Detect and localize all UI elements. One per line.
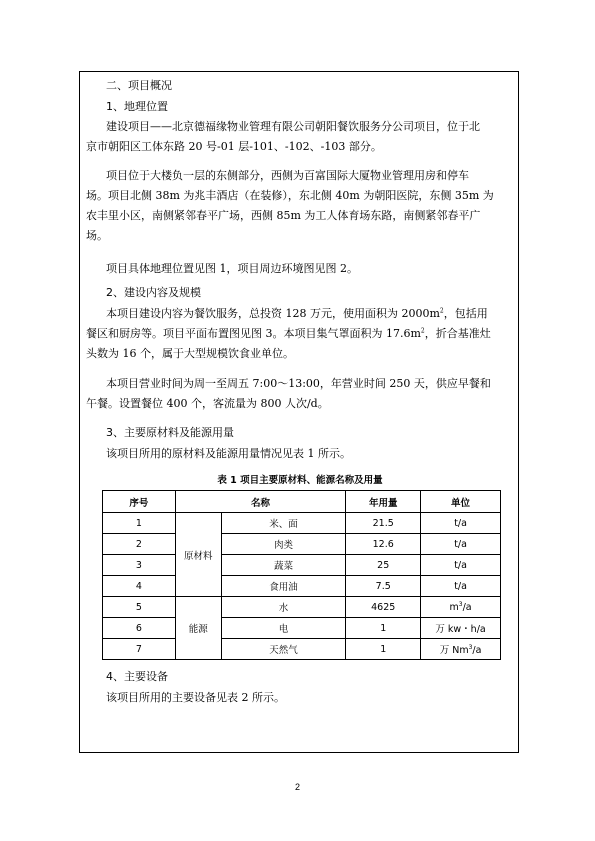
header-cell: 单位 [421, 491, 501, 513]
cell-no: 6 [103, 618, 176, 639]
cell-qty: 4625 [346, 597, 421, 618]
subsection-title-equipment: 4、主要设备 [106, 670, 168, 683]
cell-unit: t/a [421, 513, 501, 534]
table-row [103, 639, 501, 660]
text-line: 建设项目——北京德福缘物业管理有限公司朝阳餐饮服务分公司项目，位于北 [106, 120, 480, 133]
paragraph-materials [106, 444, 516, 464]
cell-no: 5 [103, 597, 176, 618]
header-cell: 序号 [103, 491, 176, 513]
header-cell: 名称 [175, 491, 346, 513]
text-line: 京市朝阳区工体东路 20 号-01 层-101、-102、-103 部分。 [86, 140, 382, 153]
subsection-title-materials: 3、主要原材料及能源用量 [106, 426, 234, 439]
cell-no: 2 [103, 534, 176, 555]
paragraph-location-2 [86, 166, 516, 246]
paragraph-equipment [106, 688, 516, 708]
cell-unit: t/a [421, 555, 501, 576]
subsection-title-location: 1、地理位置 [106, 100, 168, 113]
text-line: 餐区和厨房等。项目平面布置图见图 3。本项目集气罩面积为 $17.6m^2$，折合基准灶 [86, 327, 491, 340]
header-cell: 年用量 [346, 491, 421, 513]
table-row [103, 555, 501, 576]
cell-name: 蔬菜 [221, 555, 346, 576]
cell-name: 米、面 [221, 513, 346, 534]
cell-qty: 1 [346, 639, 421, 660]
text-line: 场。 [86, 229, 108, 242]
text-line: 该项目所用的原材料及能源用量情况见表 1 所示。 [106, 447, 351, 460]
text-line: 项目具体地理位置见图 1，项目周边环境图见图 2。 [106, 262, 358, 275]
materials-table [102, 490, 501, 660]
text-line: 午餐。设置餐位 400 个，客流量为 800 人次/d。 [86, 397, 329, 410]
cell-group-energy: 能源 [175, 597, 221, 660]
cell-name: 水 [221, 597, 346, 618]
cell-no: 7 [103, 639, 176, 660]
table-row [103, 513, 501, 534]
table-row [103, 597, 501, 618]
table-header-row [103, 491, 501, 513]
table-row [103, 534, 501, 555]
cell-name: 食用油 [221, 576, 346, 597]
subsection-title-scale: 2、建设内容及规模 [106, 286, 201, 299]
cell-qty: 7.5 [346, 576, 421, 597]
cell-unit: t/a [421, 534, 501, 555]
text-line: 农丰里小区，南侧紧邻春平广场，西侧 85m 为工人体育场东路，南侧紧邻春平广 [86, 209, 481, 222]
cell-qty: 1 [346, 618, 421, 639]
text-line: 场。项目北侧 38m 为兆丰酒店（在装修），东北侧 40m 为朝阳医院，东侧 35m 为 [86, 189, 494, 202]
cell-no: 4 [103, 576, 176, 597]
table-row [103, 576, 501, 597]
text-line: 头数为 16 个，属于大型规模饮食业单位。 [86, 347, 294, 360]
cell-name: 天然气 [221, 639, 346, 660]
content-frame [79, 71, 519, 753]
cell-group-raw: 原材料 [175, 513, 221, 597]
cell-no: 3 [103, 555, 176, 576]
cell-qty: 21.5 [346, 513, 421, 534]
text-line: 本项目营业时间为周一至周五 7:00～13:00，年营业时间 250 天，供应早餐和 [106, 377, 491, 390]
paragraph-scale-1 [86, 304, 516, 364]
page-number: 2 [294, 782, 300, 792]
text-line: 本项目建设内容为餐饮服务，总投资 128 万元，使用面积为 $2000m^2$，包括用 [106, 307, 488, 320]
cell-unit: $m^3/a$ [421, 597, 501, 618]
table-caption: 表 1 项目主要原材料、能源名称及用量 [217, 475, 383, 486]
table-row [103, 618, 501, 639]
paragraph-location-3 [106, 259, 516, 279]
cell-unit: t/a [421, 576, 501, 597]
cell-qty: 25 [346, 555, 421, 576]
text-line: 该项目所用的主要设备见表 2 所示。 [106, 691, 285, 704]
cell-name: 电 [221, 618, 346, 639]
section-title: 二、项目概况 [106, 79, 172, 92]
cell-unit: 万 kw・h/a [421, 618, 501, 639]
cell-unit: 万 Nm$^3$/a [421, 639, 501, 660]
paragraph-scale-2 [86, 374, 516, 414]
paragraph-location-1 [86, 117, 516, 157]
cell-name: 肉类 [221, 534, 346, 555]
cell-qty: 12.6 [346, 534, 421, 555]
cell-no: 1 [103, 513, 176, 534]
text-line: 项目位于大楼负一层的东侧部分，西侧为百富国际大厦物业管理用房和停车 [106, 169, 469, 182]
